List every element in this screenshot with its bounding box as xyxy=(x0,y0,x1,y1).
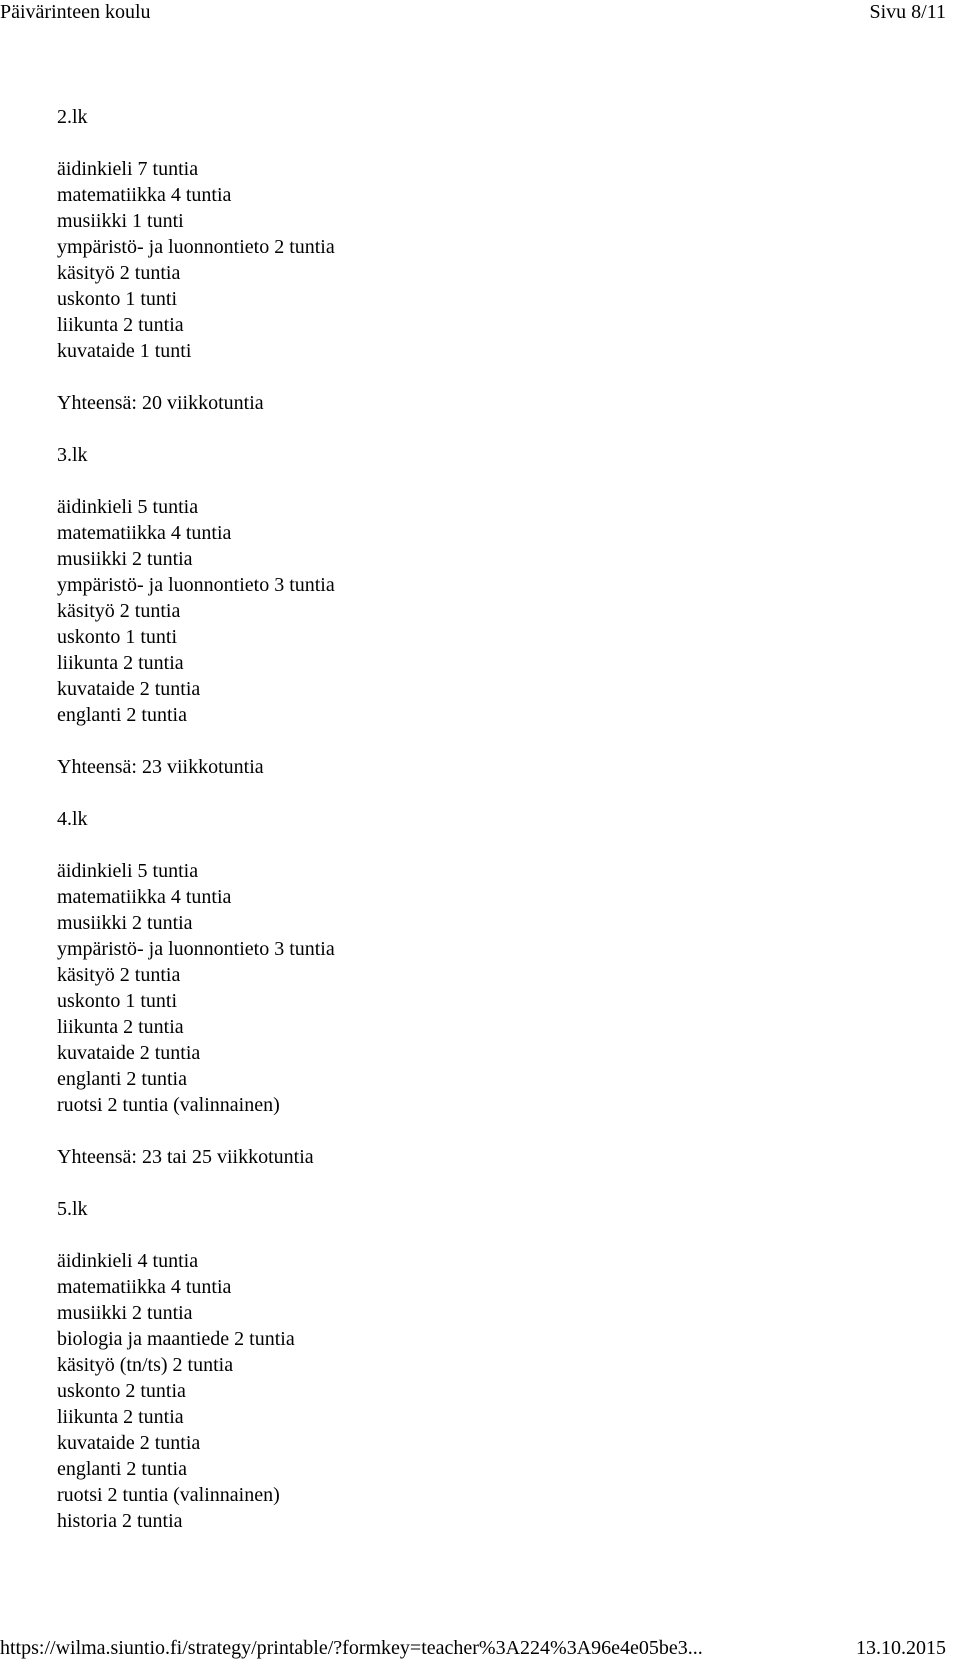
subject-item: englanti 2 tuntia xyxy=(57,1458,187,1480)
grade-section-3 xyxy=(57,442,335,806)
subject-item: käsityö 2 tuntia xyxy=(57,964,181,986)
curriculum-content xyxy=(57,104,335,1534)
header-page-number: Sivu 8/11 xyxy=(869,1,946,23)
subject-item: ympäristö- ja luonnontieto 3 tuntia xyxy=(57,574,335,596)
subject-item: matematiikka 4 tuntia xyxy=(57,886,232,908)
subject-item: ympäristö- ja luonnontieto 3 tuntia xyxy=(57,938,335,960)
subject-item: käsityö 2 tuntia xyxy=(57,262,181,284)
subject-item: historia 2 tuntia xyxy=(57,1510,183,1532)
grade-title: 5.lk xyxy=(57,1198,88,1220)
subject-item: matematiikka 4 tuntia xyxy=(57,184,232,206)
subject-item: kuvataide 2 tuntia xyxy=(57,1042,201,1064)
subject-item: äidinkieli 4 tuntia xyxy=(57,1250,199,1272)
subject-list xyxy=(57,494,335,728)
grade-title: 4.lk xyxy=(57,808,88,830)
subject-item: äidinkieli 5 tuntia xyxy=(57,860,199,882)
subject-item: matematiikka 4 tuntia xyxy=(57,522,232,544)
subject-item: ruotsi 2 tuntia (valinnainen) xyxy=(57,1484,280,1506)
subject-item: biologia ja maantiede 2 tuntia xyxy=(57,1328,295,1350)
subject-item: ympäristö- ja luonnontieto 2 tuntia xyxy=(57,236,335,258)
subject-item: musiikki 2 tuntia xyxy=(57,1302,193,1324)
subject-item: uskonto 1 tunti xyxy=(57,990,178,1012)
subject-item: englanti 2 tuntia xyxy=(57,704,187,726)
section-spacer xyxy=(57,780,335,806)
grade-section-5 xyxy=(57,1196,335,1534)
footer-url: https://wilma.siuntio.fi/strategy/printable/?formkey=teacher%3A224%3A96e4e05be3... xyxy=(0,1637,703,1659)
subject-item: uskonto 1 tunti xyxy=(57,626,178,648)
subject-item: ruotsi 2 tuntia (valinnainen) xyxy=(57,1094,280,1116)
subject-list xyxy=(57,1248,335,1534)
subject-item: uskonto 1 tunti xyxy=(57,288,178,310)
subject-item: kuvataide 2 tuntia xyxy=(57,678,201,700)
subject-item: kuvataide 2 tuntia xyxy=(57,1432,201,1454)
weekly-total: Yhteensä: 23 tai 25 viikkotuntia xyxy=(57,1146,314,1168)
subject-item: liikunta 2 tuntia xyxy=(57,1016,184,1038)
grade-section-2 xyxy=(57,104,335,442)
subject-item: uskonto 2 tuntia xyxy=(57,1380,186,1402)
section-spacer xyxy=(57,416,335,442)
subject-list xyxy=(57,858,335,1118)
subject-item: liikunta 2 tuntia xyxy=(57,1406,184,1428)
footer-date: 13.10.2015 xyxy=(856,1637,946,1659)
subject-item: äidinkieli 7 tuntia xyxy=(57,158,199,180)
weekly-total: Yhteensä: 20 viikkotuntia xyxy=(57,392,264,414)
subject-item: musiikki 1 tunti xyxy=(57,210,184,232)
subject-item: käsityö (tn/ts) 2 tuntia xyxy=(57,1354,234,1376)
subject-item: liikunta 2 tuntia xyxy=(57,314,184,336)
header-school-name: Päivärinteen koulu xyxy=(0,1,151,23)
subject-item: kuvataide 1 tunti xyxy=(57,340,192,362)
subject-item: englanti 2 tuntia xyxy=(57,1068,187,1090)
grade-title: 2.lk xyxy=(57,106,88,128)
section-spacer xyxy=(57,1170,335,1196)
grade-section-4 xyxy=(57,806,335,1196)
subject-item: äidinkieli 5 tuntia xyxy=(57,496,199,518)
subject-item: musiikki 2 tuntia xyxy=(57,548,193,570)
subject-item: musiikki 2 tuntia xyxy=(57,912,193,934)
grade-title: 3.lk xyxy=(57,444,88,466)
subject-item: matematiikka 4 tuntia xyxy=(57,1276,232,1298)
subject-item: liikunta 2 tuntia xyxy=(57,652,184,674)
subject-list xyxy=(57,156,335,364)
weekly-total: Yhteensä: 23 viikkotuntia xyxy=(57,756,264,778)
subject-item: käsityö 2 tuntia xyxy=(57,600,181,622)
